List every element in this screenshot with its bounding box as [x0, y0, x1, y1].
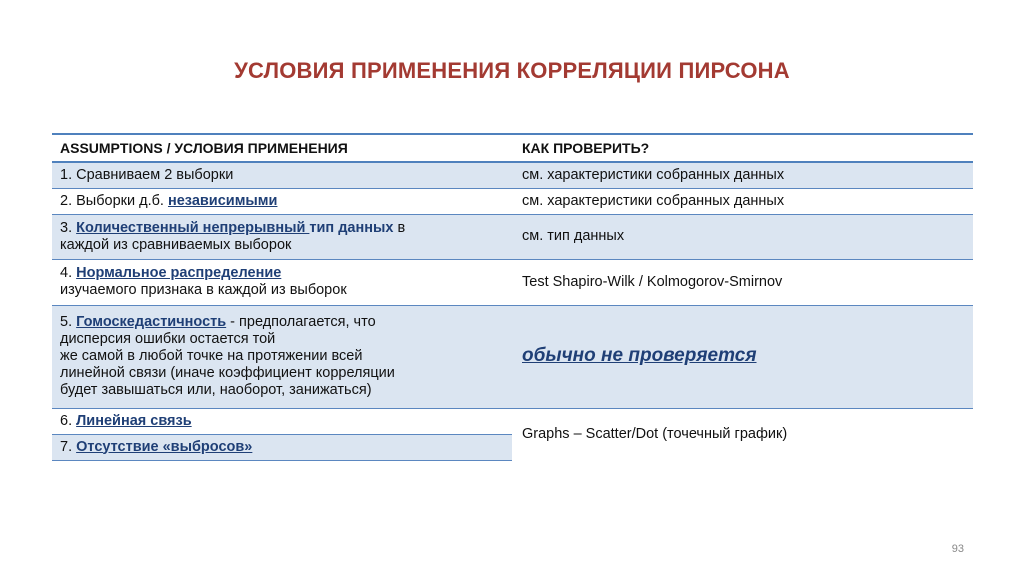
- table-row: [52, 408, 973, 434]
- table-row: [52, 305, 973, 408]
- assumption-cell: [52, 214, 512, 259]
- check-cell: [512, 259, 973, 305]
- assumption-cell: [52, 259, 512, 305]
- assumption-cell: [52, 305, 512, 408]
- not-checked-note: обычно не проверяется: [522, 345, 757, 366]
- table-row: [52, 259, 973, 305]
- table-header-row: [52, 134, 973, 162]
- assumption-suffix: в: [393, 219, 406, 236]
- assumption-text-line2: изучаемого признака в каждой из выборок: [60, 282, 347, 298]
- check-cell: [512, 188, 973, 214]
- table-row: [52, 162, 973, 188]
- assumption-cell: [52, 162, 512, 188]
- header-how-to-check: КАК ПРОВЕРИТЬ?: [512, 134, 973, 162]
- check-text: Graphs – Scatter/Dot (точечный график): [522, 425, 788, 442]
- assumption-prefix: 4.: [60, 265, 77, 281]
- assumption-text-line5: будет завышаться или, наоборот, занижаться): [60, 382, 372, 398]
- header-assumptions: ASSUMPTIONS / УСЛОВИЯ ПРИМЕНЕНИЯ: [52, 134, 512, 162]
- assumption-text-line1: - предполагается, что: [226, 314, 376, 330]
- assumption-link[interactable]: Гомоскедастичность: [76, 314, 227, 330]
- assumption-text-line2: каждой из сравниваемых выборок: [60, 236, 292, 253]
- assumption-link[interactable]: Количественный непрерывный: [76, 219, 310, 236]
- assumption-prefix: 5.: [60, 314, 77, 330]
- assumption-link[interactable]: независимыми: [167, 192, 278, 209]
- table-row: [52, 214, 973, 259]
- assumption-cell: [52, 408, 512, 434]
- check-text: см. тип данных: [522, 228, 625, 244]
- check-cell: [512, 214, 973, 259]
- check-cell: [512, 408, 973, 460]
- check-text: см. характеристики собранных данных: [522, 166, 785, 183]
- slide-title: УСЛОВИЯ ПРИМЕНЕНИЯ КОРРЕЛЯЦИИ ПИРСОНА: [234, 58, 790, 83]
- check-cell: [512, 162, 973, 188]
- assumption-cell: [52, 188, 512, 214]
- table-row: [52, 188, 973, 214]
- assumption-text-line3: же самой в любой точке на протяжении всей: [60, 348, 363, 364]
- assumptions-table: [52, 133, 973, 461]
- check-text: см. характеристики собранных данных: [522, 192, 785, 209]
- assumption-text-line4: линейной связи (иначе коэффициент корреляции: [60, 365, 395, 381]
- assumption-text-line2: дисперсия ошибки остается той: [60, 331, 276, 347]
- assumption-prefix: 3.: [60, 219, 77, 236]
- assumption-prefix: 7.: [60, 438, 77, 455]
- assumption-prefix: 2. Выборки д.б.: [60, 192, 168, 209]
- check-text: Test Shapiro-Wilk / Kolmogorov-Smirnov: [522, 273, 783, 290]
- assumption-text: 1. Сравниваем 2 выборки: [60, 166, 234, 183]
- assumption-cell: [52, 434, 512, 460]
- assumption-prefix: 6.: [60, 412, 77, 429]
- check-cell: [512, 305, 973, 408]
- page-number: 93: [951, 543, 964, 555]
- assumption-link[interactable]: Отсутствие «выбросов»: [76, 438, 253, 455]
- assumption-link[interactable]: Линейная связь: [76, 412, 192, 429]
- assumption-link[interactable]: Нормальное распределение: [76, 265, 282, 281]
- assumption-link-secondary[interactable]: тип данных: [309, 219, 394, 236]
